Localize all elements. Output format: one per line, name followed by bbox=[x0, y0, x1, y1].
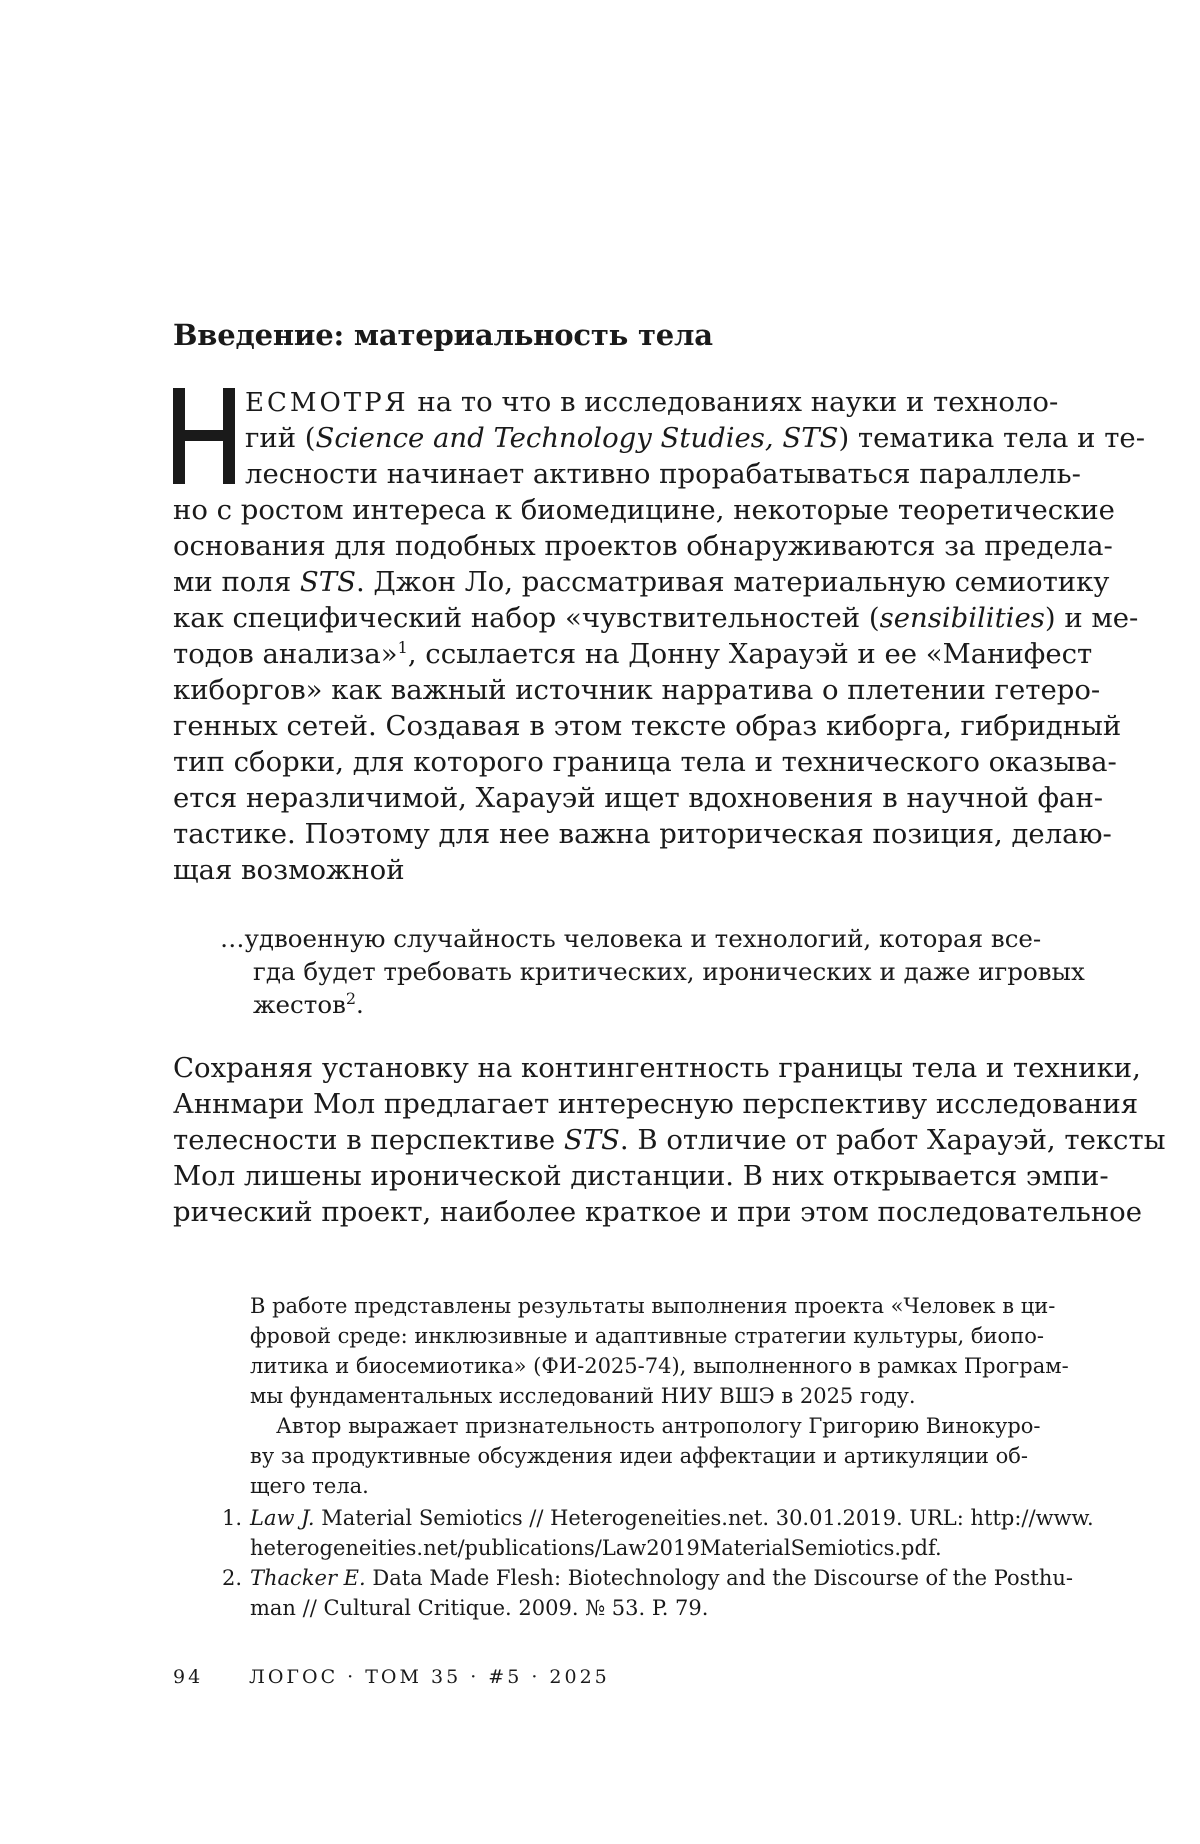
footnote-ref-1[interactable]: 1 bbox=[397, 637, 408, 657]
p1-l7b: ) и ме- bbox=[1044, 602, 1139, 634]
quote-line-1: …удвоенную случайность человека и технологий, которая все- bbox=[220, 924, 1042, 953]
paragraph-2 bbox=[173, 1050, 1166, 1230]
p2-line-4: Мол лишены иронической дистанции. В них открывается эмпи- bbox=[173, 1160, 1109, 1192]
footnote-ref-2[interactable]: 2 bbox=[345, 988, 357, 1008]
p1-line-2 bbox=[173, 420, 1145, 456]
footnote-2-number: 2. bbox=[222, 1566, 243, 1590]
p1-line-14: щая возможной bbox=[173, 854, 405, 886]
quote-line-3 bbox=[220, 988, 1028, 1021]
acknowledgement-notes bbox=[250, 1291, 1069, 1501]
p2-line-5: рический проект, наиболее краткое и при этом последовательное bbox=[173, 1196, 1142, 1228]
note-line-1: В работе представлены результаты выполнения проекта «Человек в ци- bbox=[250, 1294, 1056, 1318]
p2-line-1: Сохраняя установку на контингентность границы тела и техники, bbox=[173, 1052, 1141, 1084]
p1-l6b: . Джон Ло, рассматривая материальную семиотику bbox=[355, 566, 1110, 598]
footnote-2-text bbox=[250, 1563, 1073, 1623]
p1-l1-text: на то что в исследованиях науки и техноло- bbox=[417, 386, 1059, 418]
p1-l6i: STS bbox=[299, 566, 356, 598]
note-line-3: литика и биосемиотика» (ФИ-2025-74), выполненного в рамках Програм- bbox=[250, 1354, 1069, 1378]
footnote-1-url[interactable]: heterogeneities.net/publications/Law2019MaterialSemiotics.pdf. bbox=[250, 1536, 942, 1560]
p1-line-12: ется неразличимой, Харауэй ищет вдохновения в научной фан- bbox=[173, 782, 1104, 814]
footnote-1-l1: Material Semiotics // Heterogeneities.net. 30.01.2019. URL: http://www. bbox=[314, 1506, 1094, 1530]
lead-word: ЕСМОТРЯ bbox=[245, 388, 409, 418]
note-line-7: щего тела. bbox=[250, 1474, 369, 1498]
p1-l6a: ми поля bbox=[173, 566, 300, 598]
section-heading: Введение: материальность тела bbox=[173, 318, 713, 352]
note-line-4: мы фундаментальных исследований НИУ ВШЭ в 2025 году. bbox=[250, 1384, 916, 1408]
footnote-2-line-2: man // Cultural Critique. 2009. № 53. P. 79. bbox=[250, 1596, 709, 1620]
quote-l3a: жестов bbox=[253, 990, 346, 1019]
p1-line-8 bbox=[173, 636, 1093, 672]
p1-line-1 bbox=[173, 384, 1059, 420]
note-line-5: Автор выражает признательность антропологу Григорию Винокуро- bbox=[276, 1414, 1041, 1438]
p1-l2a: гий ( bbox=[245, 422, 316, 454]
page-number: 94 bbox=[173, 1666, 204, 1688]
footnote-1-number: 1. bbox=[222, 1506, 243, 1530]
p1-l8b: , ссылается на Донну Харауэй и ее «Манифест bbox=[407, 638, 1093, 670]
block-quote bbox=[220, 922, 1085, 1021]
footnote-2-l1: Data Made Flesh: Biotechnology and the Discourse of the Posthu- bbox=[365, 1566, 1073, 1590]
p2-line-3 bbox=[173, 1122, 1166, 1158]
p2-line-2: Аннмари Мол предлагает интересную перспективу исследования bbox=[173, 1088, 1139, 1120]
p1-line-9: киборгов» как важный источник нарратива о плетении гетеро- bbox=[173, 674, 1101, 706]
p1-line-6 bbox=[173, 564, 1110, 600]
p1-l7i: sensibilities bbox=[879, 602, 1045, 634]
footnote-1 bbox=[222, 1503, 1094, 1563]
p1-line-7 bbox=[173, 600, 1139, 636]
p1-line-10: генных сетей. Создавая в этом тексте образ киборга, гибридный bbox=[173, 710, 1122, 742]
paragraph-1 bbox=[173, 384, 1145, 888]
note-line-6: ву за продуктивные обсуждения идеи аффектации и артикуляции об- bbox=[250, 1444, 1028, 1468]
p1-l2i: Science and Technology Studies, STS bbox=[315, 422, 839, 454]
p1-l7a: как специфический набор «чувствительностей ( bbox=[173, 602, 880, 634]
footnote-1-author: Law J. bbox=[250, 1506, 315, 1530]
p1-line-11: тип сборки, для которого граница тела и технического оказыва- bbox=[173, 746, 1117, 778]
journal-running-head: ЛОГОС · ТОМ 35 · #5 · 2025 bbox=[249, 1666, 610, 1688]
quote-line-2: гда будет требовать критических, иронических и даже игровых bbox=[253, 957, 1085, 986]
note-line-2: фровой среде: инклюзивные и адаптивные стратегии культуры, биопо- bbox=[250, 1324, 1044, 1348]
footnote-2-line-1 bbox=[250, 1563, 1073, 1593]
p2-l3i: STS bbox=[563, 1124, 620, 1156]
p2-l3b: . В отличие от работ Харауэй, тексты bbox=[619, 1124, 1166, 1156]
quote-l3b: . bbox=[356, 990, 364, 1019]
footnote-1-line-1 bbox=[250, 1503, 1094, 1533]
p1-line-5: основания для подобных проектов обнаруживаются за предела- bbox=[173, 530, 1113, 562]
p1-line-4: но с ростом интереса к биомедицине, некоторые теоретические bbox=[173, 494, 1115, 526]
p1-l8a: тодов анализа» bbox=[173, 638, 398, 670]
p2-l3a: телесности в перспективе bbox=[173, 1124, 564, 1156]
footnote-2 bbox=[222, 1563, 1073, 1623]
footnote-2-author: Thacker E. bbox=[250, 1566, 366, 1590]
footnote-1-text bbox=[250, 1503, 1094, 1563]
p1-line-13: тастике. Поэтому для нее важна риторическая позиция, делаю- bbox=[173, 818, 1112, 850]
footnotes bbox=[222, 1503, 1094, 1623]
p1-l2b: ) тематика тела и те- bbox=[838, 422, 1145, 454]
p1-line-3: лесности начинает активно прорабатываться параллель- bbox=[245, 458, 1081, 490]
page-footer bbox=[173, 1666, 610, 1688]
